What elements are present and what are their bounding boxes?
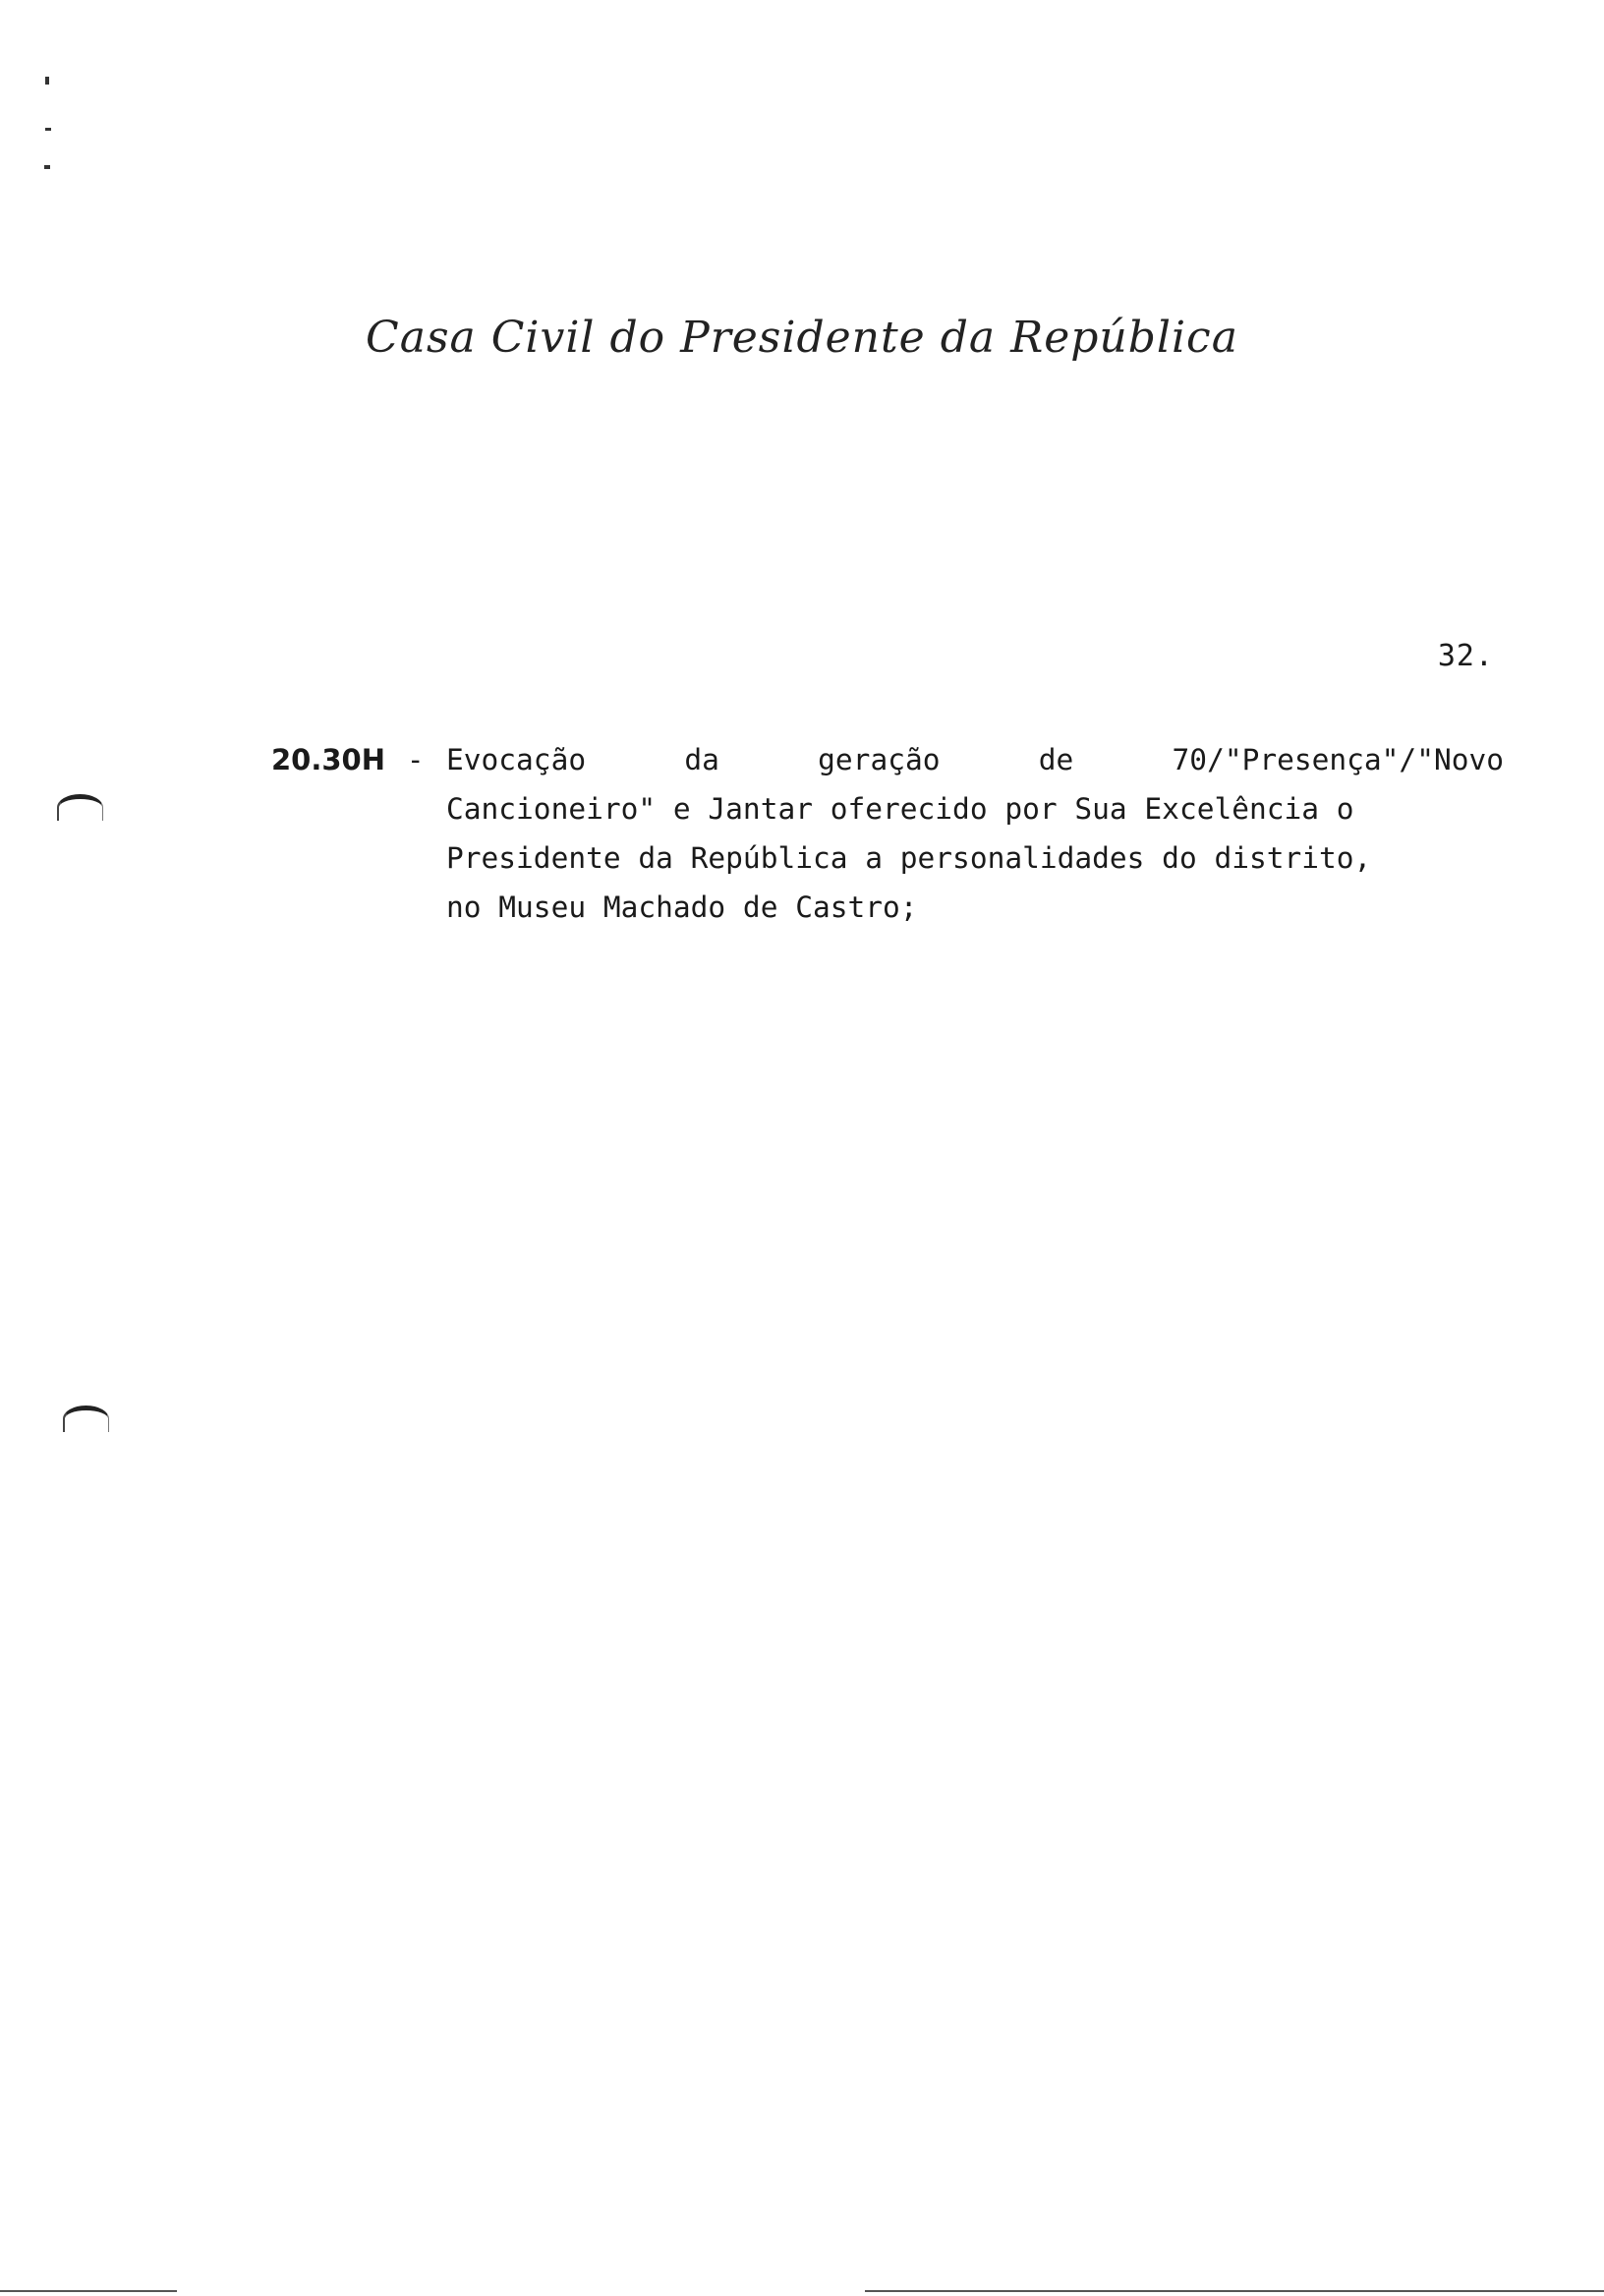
entry-line — [446, 735, 1504, 784]
entry-text — [446, 735, 1504, 932]
entry-word: da — [684, 743, 719, 776]
entry-word: 70/"Presença"/"Novo — [1172, 743, 1504, 776]
entry-word: Evocação — [446, 743, 587, 776]
margin-mark — [45, 77, 49, 85]
entry-time: 20.30H — [271, 743, 385, 776]
letterhead: Casa Civil do Presidente da República — [366, 313, 1238, 363]
entry-line: no Museu Machado de Castro; — [446, 890, 918, 924]
entry-line: Cancioneiro" e Jantar oferecido por Sua Excelência o — [446, 792, 1354, 826]
entry-word: de — [1038, 743, 1074, 776]
entry-dash: - — [407, 743, 425, 776]
margin-mark — [44, 165, 50, 169]
entry-word: geração — [818, 743, 941, 776]
scan-edge-line — [865, 2290, 1604, 2292]
punch-hole-mark — [63, 1406, 109, 1432]
punch-hole-mark — [57, 794, 103, 821]
margin-mark — [45, 128, 51, 131]
entry-line: Presidente da República a personalidades do distrito, — [446, 841, 1372, 875]
scan-edge-line — [0, 2290, 177, 2292]
page-number: 32. — [1437, 639, 1494, 673]
